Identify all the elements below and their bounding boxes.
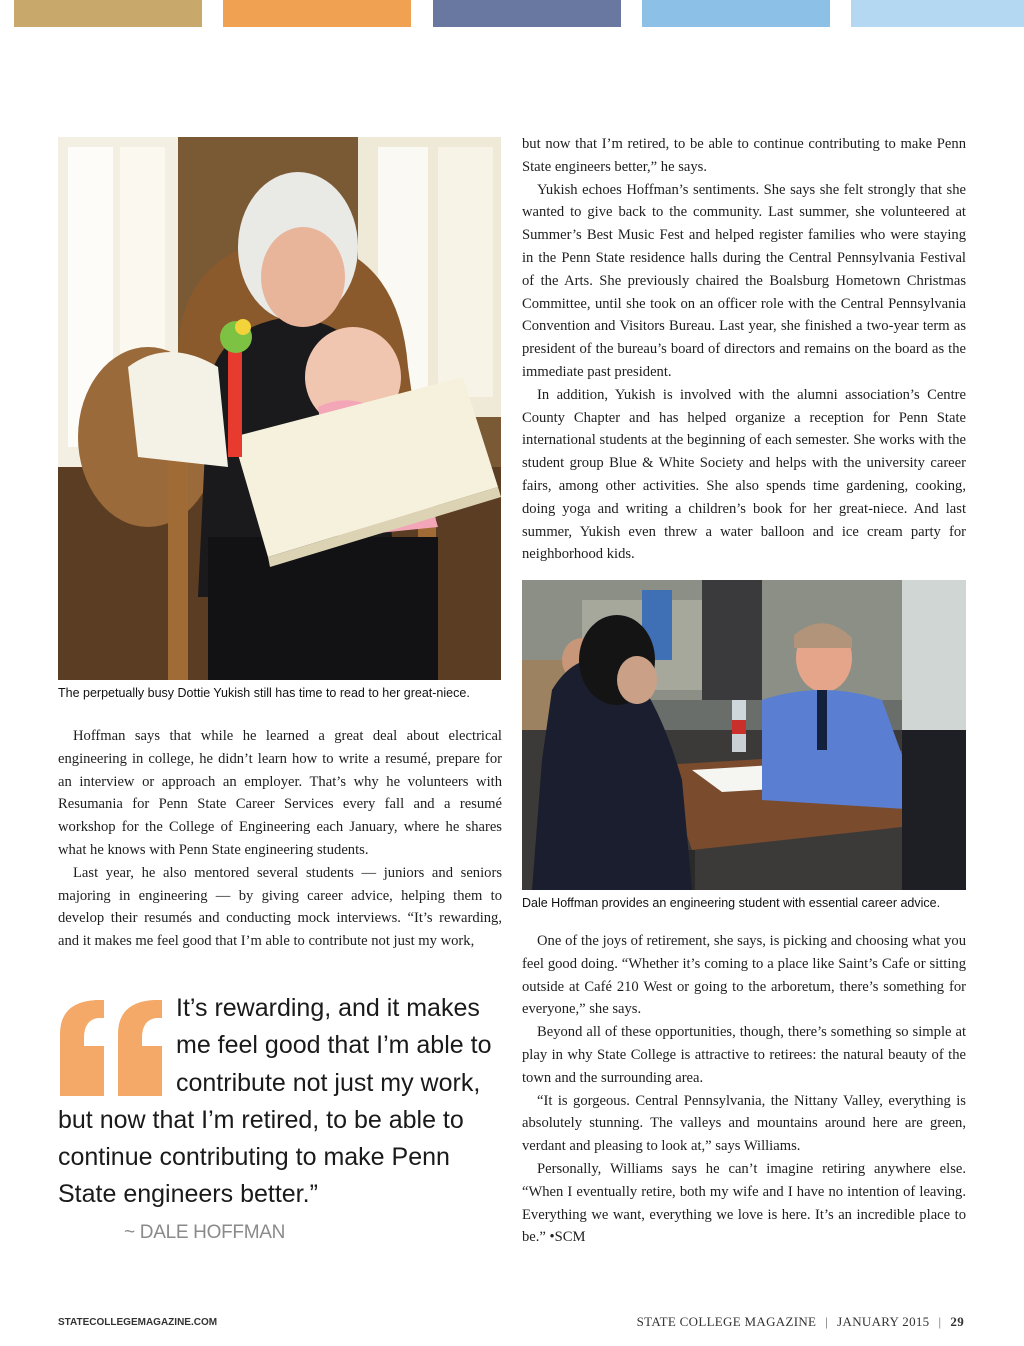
color-bar-3: [433, 0, 621, 27]
color-bar-5: [851, 0, 1024, 27]
paragraph: Personally, Williams says he can’t imagine retiring anywhere else. “When I eventually retire, both my wife and I have no intention of leaving. Everything we want, everything we love is here. It’s an incredible place to be.” •SCM: [522, 1160, 966, 1246]
paragraph: One of the joys of retirement, she says, is picking and choosing what you feel good doing. “Whether it’s coming to a place like Saint’s Cafe or sitting outside at Café 210 West or going to the arboretum, there’s something for everyone,” she says.: [522, 933, 966, 1018]
page-number: 29: [950, 1314, 964, 1329]
quote-mark-icon: [58, 994, 168, 1096]
footer-magazine: STATE COLLEGE MAGAZINE: [636, 1314, 817, 1329]
photo-hoffman-advising: [522, 580, 966, 890]
footer-folio: [637, 1314, 964, 1330]
paragraph: Beyond all of these opportunities, though, there’s something so simple at play in why State College is attractive to retirees: the natural beauty of the town and the surrounding area.: [522, 1024, 966, 1086]
footer-separator: |: [825, 1314, 829, 1329]
photo-yukish-illustration: [58, 137, 501, 680]
photo-hoffman-illustration: [522, 580, 966, 890]
color-bar-2: [223, 0, 411, 27]
right-photo-caption: Dale Hoffman provides an engineering student with essential career advice.: [522, 896, 941, 910]
footer-website: STATECOLLEGEMAGAZINE.COM: [58, 1317, 218, 1328]
color-bar-4: [642, 0, 830, 27]
pull-quote-attribution: ~ DALE HOFFMAN: [124, 1222, 286, 1243]
right-column-top: [522, 133, 966, 566]
paragraph: Yukish echoes Hoffman’s sentiments. She says she felt strongly that she wanted to give back to the community. Last summer, she volunteered at Summer’s Best Music Fest and helped register families who were staying in the Penn State residence halls during the Central Pennsylvania Festival of the Arts. She previously chaired the Boalsburg Hometown Christmas Committee, until she took on an officer role with the Central Pennsylvania Convention and Visitors Bureau. Last year, she finished a two-year term as president of the bureau’s board of directors and remains on the board as the immediate past president.: [522, 181, 966, 380]
pull-quote-text: It’s rewarding, and it makes me feel good that I’m able to contribute not just my work, but now that I’m retired, to be able to continue contributing to make Penn State engineers better.”: [58, 994, 492, 1209]
footer-issue: JANUARY 2015: [837, 1314, 930, 1329]
paragraph: In addition, Yukish is involved with the alumni association’s Centre County Chapter and has helped organize a reception for Penn State international students at the beginning of each semester. She works with the student group Blue & White Society and helps with the university career fairs, among other activities. She also spends time gardening, cooking, doing yoga and writing a children’s book for her great-niece. And last summer, Yukish even threw a water balloon and ice cream party for neighborhood kids.: [522, 386, 966, 563]
footer-separator: |: [938, 1314, 942, 1329]
right-column-bottom: [522, 930, 966, 1249]
paragraph: Last year, he also mentored several students — juniors and seniors majoring in engineering — by giving career advice, helping them to develop their resumés and conducting mock interviews. “It’s rewarding, and it makes me feel good that I’m able to contribute not just my work,: [58, 864, 502, 950]
paragraph: but now that I’m retired, to be able to continue contributing to make Penn State engineers better,” he says.: [522, 136, 966, 175]
left-column: [58, 725, 502, 953]
color-bar-1: [14, 0, 202, 27]
left-photo-caption: The perpetually busy Dottie Yukish still has time to read to her great-niece.: [58, 686, 470, 700]
pull-quote: [58, 990, 503, 1214]
paragraph: “It is gorgeous. Central Pennsylvania, the Nittany Valley, everything is absolutely stunning. The valleys and mountains around here are green, verdant and pleasing to look at,” says Williams.: [522, 1092, 966, 1155]
photo-yukish-reading: [58, 137, 501, 680]
paragraph: Hoffman says that while he learned a great deal about electrical engineering in college, he didn’t learn how to write a resumé, prepare for an interview or approach an employer. That’s why he volunteers with Resumania for Penn State Career Services every fall and a resumé workshop for the College of Engineering each January, where he shares what he knows with Penn State engineering students.: [58, 728, 502, 858]
